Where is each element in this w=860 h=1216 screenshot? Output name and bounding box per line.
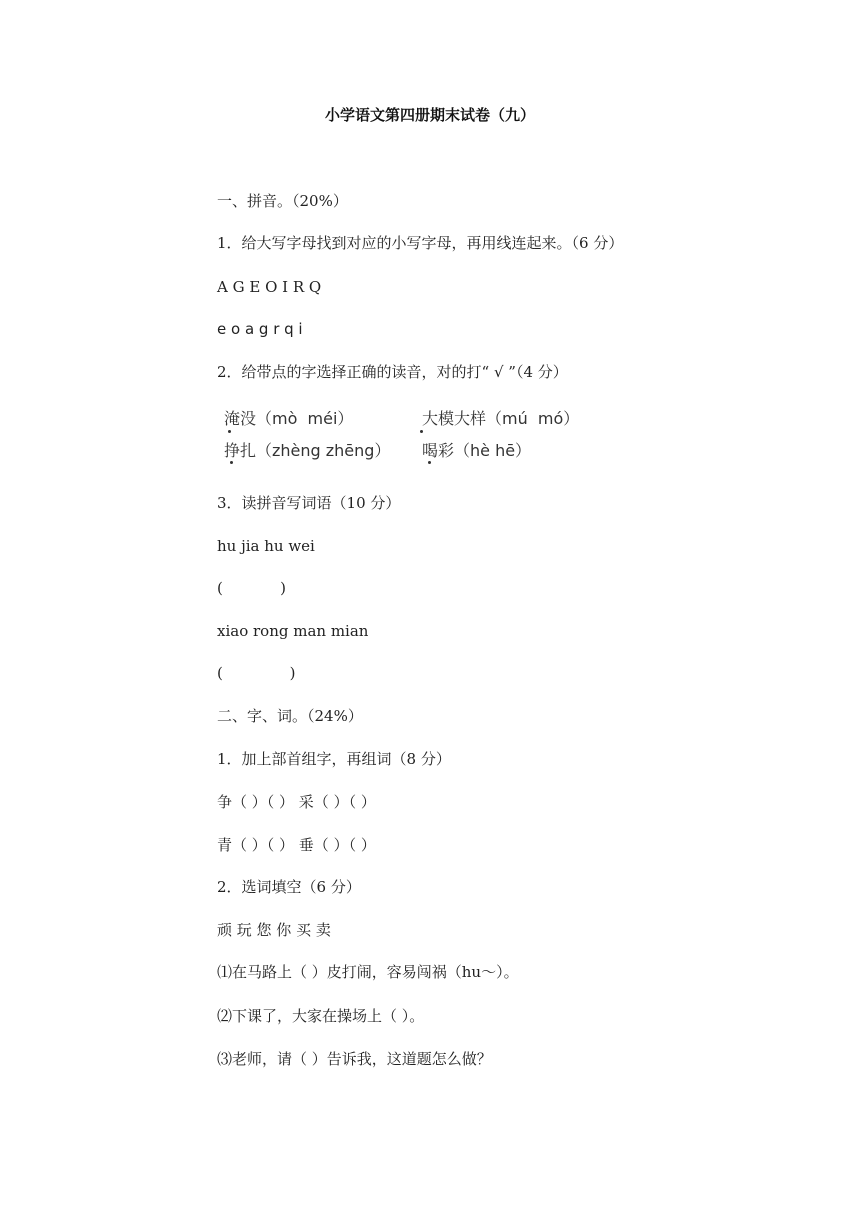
fill-blank-2: ⑵下课了，大家在操场上（ ）。 [217, 1007, 425, 1025]
emphasis-dot [420, 430, 423, 433]
pinyin-choice-block [224, 408, 584, 468]
section-2-heading: 二、字、词。（24%） [217, 707, 363, 725]
lowercase-letters: e o a g r q i [217, 320, 303, 338]
emphasis-dot [230, 461, 233, 464]
uppercase-letters: A G E O I R Q [217, 278, 322, 296]
question-2-2: 2．选词填空（6 分） [217, 878, 361, 896]
emphasis-dot [228, 430, 231, 433]
emphasis-dot [428, 461, 431, 464]
section-1-heading: 一、拼音。（20%） [217, 192, 348, 210]
question-1-3: 3．读拼音写词语（10 分） [217, 494, 401, 512]
answer-blank-1: ( ) [217, 579, 286, 597]
fill-blank-3: ⑶老师，请（ ）告诉我，这道题怎么做？ [217, 1050, 492, 1068]
radical-row-2: 青（ ）（ ） 垂（ ）（ ） [217, 836, 376, 854]
word-choices: 顽 玩 您 你 买 卖 [217, 921, 331, 939]
question-2-1: 1．加上部首组字，再组词（8 分） [217, 750, 451, 768]
pinyin-item: 喝彩（hè hē） [422, 441, 532, 460]
question-1-2: 2．给带点的字选择正确的读音，对的打“ √ ”（4 分） [217, 363, 568, 381]
radical-row-1: 争（ ）（ ） 采（ ）（ ） [217, 793, 376, 811]
question-1-1: 1．给大写字母找到对应的小写字母，再用线连起来。（6 分） [217, 234, 624, 252]
fill-blank-1: ⑴在马路上（ ）皮打闹，容易闯祸（hu～）。 [217, 963, 519, 981]
answer-blank-2: ( ) [217, 664, 296, 682]
pinyin-prompt-1: hu jia hu wei [217, 537, 315, 555]
pinyin-item: 挣扎（zhèng zhēng） [224, 441, 391, 460]
pinyin-item: 淹没（mò méi） [224, 409, 354, 428]
pinyin-prompt-2: xiao rong man mian [217, 622, 369, 640]
pinyin-item: 大模大样（mú mó） [422, 409, 580, 428]
exam-title: 小学语文第四册期末试卷（九） [324, 106, 535, 124]
